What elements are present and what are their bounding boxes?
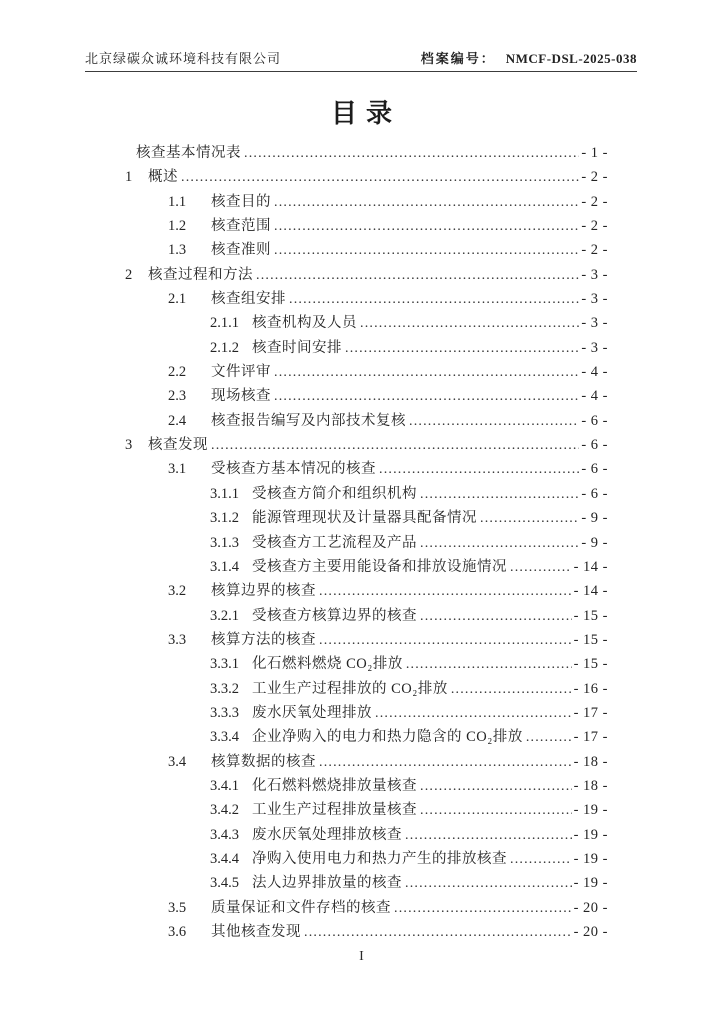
toc-entry-label: 法人边界排放量的核查 bbox=[252, 875, 402, 892]
toc-entry-label: 受核查方简介和组织机构 bbox=[252, 485, 417, 502]
toc-leader-dots bbox=[405, 824, 572, 848]
toc-leader-dots bbox=[319, 751, 572, 775]
toc-entry bbox=[125, 409, 608, 433]
toc-entry-label: 受核查方工艺流程及产品 bbox=[252, 534, 417, 551]
toc-entry-page: - 14 - bbox=[573, 558, 608, 575]
toc-entry bbox=[125, 701, 608, 725]
toc-entry-label: 核查时间安排 bbox=[252, 339, 342, 356]
toc-entry bbox=[125, 141, 608, 165]
toc-entry-label: 化石燃料燃烧排放量核查 bbox=[252, 777, 417, 794]
toc-leader-dots bbox=[256, 264, 579, 288]
toc-entry-page: - 3 - bbox=[581, 315, 608, 332]
toc-entry-number: 3.4.1 bbox=[210, 777, 239, 794]
toc-entry-number: 3.6 bbox=[168, 924, 187, 940]
archive-number: NMCF-DSL-2025-038 bbox=[505, 51, 637, 66]
toc-entry bbox=[125, 190, 608, 214]
toc-entry-number: 3.4.2 bbox=[210, 802, 239, 819]
toc-entry bbox=[125, 823, 608, 847]
toc-entry-page: - 18 - bbox=[573, 777, 608, 794]
toc-leader-dots bbox=[379, 458, 579, 482]
toc-entry-number: 2.1.2 bbox=[210, 339, 239, 356]
toc-entry-number: 2.1 bbox=[168, 291, 187, 308]
toc-leader-dots bbox=[420, 483, 579, 507]
toc-entry-number: 3.1.3 bbox=[210, 534, 239, 551]
toc-entry bbox=[125, 555, 608, 579]
toc-entry bbox=[125, 482, 608, 506]
toc-entry bbox=[125, 798, 608, 822]
table-of-contents bbox=[125, 141, 608, 944]
toc-entry-number: 1 bbox=[125, 169, 133, 186]
company-name: 北京绿碳众诚环境科技有限公司 bbox=[85, 51, 282, 66]
toc-entry-page: - 17 - bbox=[573, 704, 608, 721]
toc-entry-number: 3 bbox=[125, 437, 133, 454]
toc-entry-page: - 19 - bbox=[573, 875, 608, 892]
toc-leader-dots bbox=[420, 532, 579, 556]
toc-leader-dots bbox=[420, 799, 572, 823]
toc-entry-number: 3.3.4 bbox=[210, 729, 239, 746]
toc-entry bbox=[125, 750, 608, 774]
toc-leader-dots bbox=[406, 653, 572, 677]
toc-leader-dots bbox=[526, 726, 572, 750]
archive-info bbox=[421, 50, 637, 67]
toc-entry-page: - 2 - bbox=[581, 242, 608, 259]
toc-entry-page: - 9 - bbox=[581, 510, 608, 527]
page-number: I bbox=[359, 949, 364, 964]
toc-entry-label: 核查目的 bbox=[211, 193, 271, 210]
toc-leader-dots bbox=[274, 191, 579, 215]
toc-entry-page: - 2 - bbox=[581, 193, 608, 210]
toc-entry-page: - 14 - bbox=[573, 583, 608, 600]
toc-entry-label: 文件评审 bbox=[211, 364, 271, 381]
toc-entry-label: 核算方法的核查 bbox=[211, 631, 316, 648]
toc-entry bbox=[125, 579, 608, 603]
toc-leader-dots bbox=[211, 434, 579, 458]
toc-leader-dots bbox=[345, 337, 579, 361]
toc-leader-dots bbox=[405, 872, 572, 896]
toc-title: 目录 bbox=[330, 99, 401, 128]
toc-entry-page: - 9 - bbox=[581, 534, 608, 551]
toc-entry-page: - 6 - bbox=[581, 461, 608, 478]
toc-entry-label: 工业生产过程排放的 CO₂排放 bbox=[252, 680, 448, 697]
toc-entry-label: 受核查方核算边界的核查 bbox=[252, 607, 417, 624]
toc-leader-dots bbox=[319, 580, 572, 604]
toc-entry bbox=[125, 871, 608, 895]
toc-entry bbox=[125, 652, 608, 676]
toc-entry-page: - 15 - bbox=[573, 656, 608, 673]
toc-entry-page: - 6 - bbox=[581, 412, 608, 429]
toc-entry-label: 现场核查 bbox=[211, 388, 271, 405]
toc-entry bbox=[125, 457, 608, 481]
toc-entry-label: 核查准则 bbox=[211, 242, 271, 259]
toc-entry-number: 3.5 bbox=[168, 899, 187, 916]
toc-entry-number: 2.1.1 bbox=[210, 315, 239, 332]
toc-entry bbox=[125, 604, 608, 628]
toc-entry bbox=[125, 531, 608, 555]
toc-entry-number: 3.4 bbox=[168, 753, 187, 770]
toc-leader-dots bbox=[319, 629, 572, 653]
toc-entry-label: 核查基本情况表 bbox=[136, 145, 241, 161]
toc-entry-label: 受核查方主要用能设备和排放设施情况 bbox=[252, 558, 507, 575]
toc-entry bbox=[125, 336, 608, 360]
toc-entry-number: 2.4 bbox=[168, 412, 187, 429]
toc-leader-dots bbox=[409, 410, 579, 434]
toc-entry-page: - 4 - bbox=[581, 388, 608, 405]
toc-leader-dots bbox=[181, 166, 579, 190]
toc-entry bbox=[125, 214, 608, 238]
toc-entry bbox=[125, 774, 608, 798]
toc-entry-page: - 15 - bbox=[573, 607, 608, 624]
toc-entry bbox=[125, 263, 608, 287]
toc-entry bbox=[125, 847, 608, 871]
toc-entry-page: - 2 - bbox=[581, 169, 608, 186]
toc-entry bbox=[125, 896, 608, 920]
toc-entry-label: 核查范围 bbox=[211, 218, 271, 235]
toc-entry-number: 3.3 bbox=[168, 631, 187, 648]
toc-leader-dots bbox=[510, 848, 572, 872]
toc-entry-label: 化石燃料燃烧 CO₂排放 bbox=[252, 656, 403, 673]
toc-entry-number: 1.3 bbox=[168, 242, 187, 259]
toc-entry bbox=[125, 238, 608, 262]
toc-leader-dots bbox=[420, 605, 572, 629]
toc-entry-number: 2 bbox=[125, 266, 133, 283]
page-header bbox=[85, 50, 637, 72]
toc-entry-label: 核查机构及人员 bbox=[252, 315, 357, 332]
toc-leader-dots bbox=[451, 678, 572, 702]
toc-entry-number: 3.4.3 bbox=[210, 826, 239, 843]
toc-entry-page: - 20 - bbox=[573, 899, 608, 916]
toc-entry-label: 质量保证和文件存档的核查 bbox=[211, 899, 391, 916]
toc-entry bbox=[125, 628, 608, 652]
toc-entry-label: 废水厌氧处理排放核查 bbox=[252, 826, 402, 843]
toc-leader-dots bbox=[289, 288, 579, 312]
toc-entry-label: 核查发现 bbox=[148, 437, 208, 454]
toc-entry-number: 3.3.2 bbox=[210, 680, 239, 697]
toc-entry-page: - 19 - bbox=[573, 850, 608, 867]
toc-entry-page: - 19 - bbox=[573, 826, 608, 843]
toc-leader-dots bbox=[274, 239, 579, 263]
toc-entry-number: 3.4.4 bbox=[210, 850, 239, 867]
toc-entry-page: - 19 - bbox=[573, 802, 608, 819]
toc-entry bbox=[125, 677, 608, 701]
toc-leader-dots bbox=[420, 775, 572, 799]
toc-entry bbox=[125, 506, 608, 530]
toc-entry bbox=[125, 311, 608, 335]
toc-entry-label: 核查过程和方法 bbox=[148, 266, 253, 283]
toc-entry-number: 3.1.2 bbox=[210, 510, 239, 527]
toc-entry-number: 3.3.1 bbox=[210, 656, 239, 673]
toc-leader-dots bbox=[360, 312, 579, 336]
toc-entry-label: 企业净购入的电力和热力隐含的 CO₂排放 bbox=[252, 729, 523, 746]
toc-entry-label: 概述 bbox=[148, 169, 178, 186]
toc-entry-label: 核算数据的核查 bbox=[211, 753, 316, 770]
toc-entry-number: 3.2.1 bbox=[210, 607, 239, 624]
toc-leader-dots bbox=[304, 921, 572, 945]
archive-number-label: 档案编号： bbox=[420, 51, 496, 66]
toc-entry-label: 净购入使用电力和热力产生的排放核查 bbox=[252, 850, 507, 867]
toc-entry-number: 2.3 bbox=[168, 388, 187, 405]
toc-entry-label: 核查组安排 bbox=[211, 291, 286, 308]
toc-leader-dots bbox=[274, 361, 579, 385]
toc-entry-number: 3.1.4 bbox=[210, 558, 239, 575]
toc-entry-number: 3.1 bbox=[168, 461, 187, 478]
toc-entry-number: 3.2 bbox=[168, 583, 187, 600]
toc-entry bbox=[125, 384, 608, 408]
toc-entry-page: - 3 - bbox=[581, 266, 608, 283]
toc-entry-page: - 20 - bbox=[573, 924, 608, 940]
toc-entry bbox=[125, 360, 608, 384]
toc-entry-label: 工业生产过程排放量核查 bbox=[252, 802, 417, 819]
toc-entry-page: - 4 - bbox=[581, 364, 608, 381]
toc-leader-dots bbox=[510, 556, 572, 580]
toc-leader-dots bbox=[274, 215, 579, 239]
toc-leader-dots bbox=[375, 702, 572, 726]
toc-entry-page: - 18 - bbox=[573, 753, 608, 770]
toc-entry-label: 核算边界的核查 bbox=[211, 583, 316, 600]
toc-entry-number: 3.3.3 bbox=[210, 704, 239, 721]
toc-entry bbox=[125, 920, 608, 944]
toc-entry-page: - 3 - bbox=[581, 339, 608, 356]
toc-entry-page: - 15 - bbox=[573, 631, 608, 648]
toc-entry bbox=[125, 287, 608, 311]
toc-entry-number: 3.4.5 bbox=[210, 875, 239, 892]
toc-entry bbox=[125, 433, 608, 457]
toc-leader-dots bbox=[244, 142, 579, 166]
toc-entry-label: 能源管理现状及计量器具配备情况 bbox=[252, 510, 477, 527]
toc-entry-label: 核查报告编写及内部技术复核 bbox=[211, 412, 406, 429]
toc-leader-dots bbox=[274, 385, 579, 409]
toc-entry bbox=[125, 165, 608, 189]
toc-entry-label: 受核查方基本情况的核查 bbox=[211, 461, 376, 478]
toc-entry-label: 其他核查发现 bbox=[211, 924, 301, 940]
toc-leader-dots bbox=[480, 507, 579, 531]
toc-entry-number: 1.1 bbox=[168, 193, 187, 210]
toc-entry bbox=[125, 725, 608, 749]
toc-leader-dots bbox=[394, 897, 572, 921]
toc-entry-label: 废水厌氧处理排放 bbox=[252, 704, 372, 721]
toc-entry-number: 3.1.1 bbox=[210, 485, 239, 502]
toc-entry-page: - 2 - bbox=[581, 218, 608, 235]
toc-entry-number: 1.2 bbox=[168, 218, 187, 235]
toc-entry-page: - 6 - bbox=[581, 485, 608, 502]
toc-entry-page: - 16 - bbox=[573, 680, 608, 697]
toc-entry-page: - 6 - bbox=[581, 437, 608, 454]
toc-entry-page: - 1 - bbox=[581, 145, 608, 161]
toc-entry-page: - 3 - bbox=[581, 291, 608, 308]
toc-entry-number: 2.2 bbox=[168, 364, 187, 381]
toc-entry-page: - 17 - bbox=[573, 729, 608, 746]
